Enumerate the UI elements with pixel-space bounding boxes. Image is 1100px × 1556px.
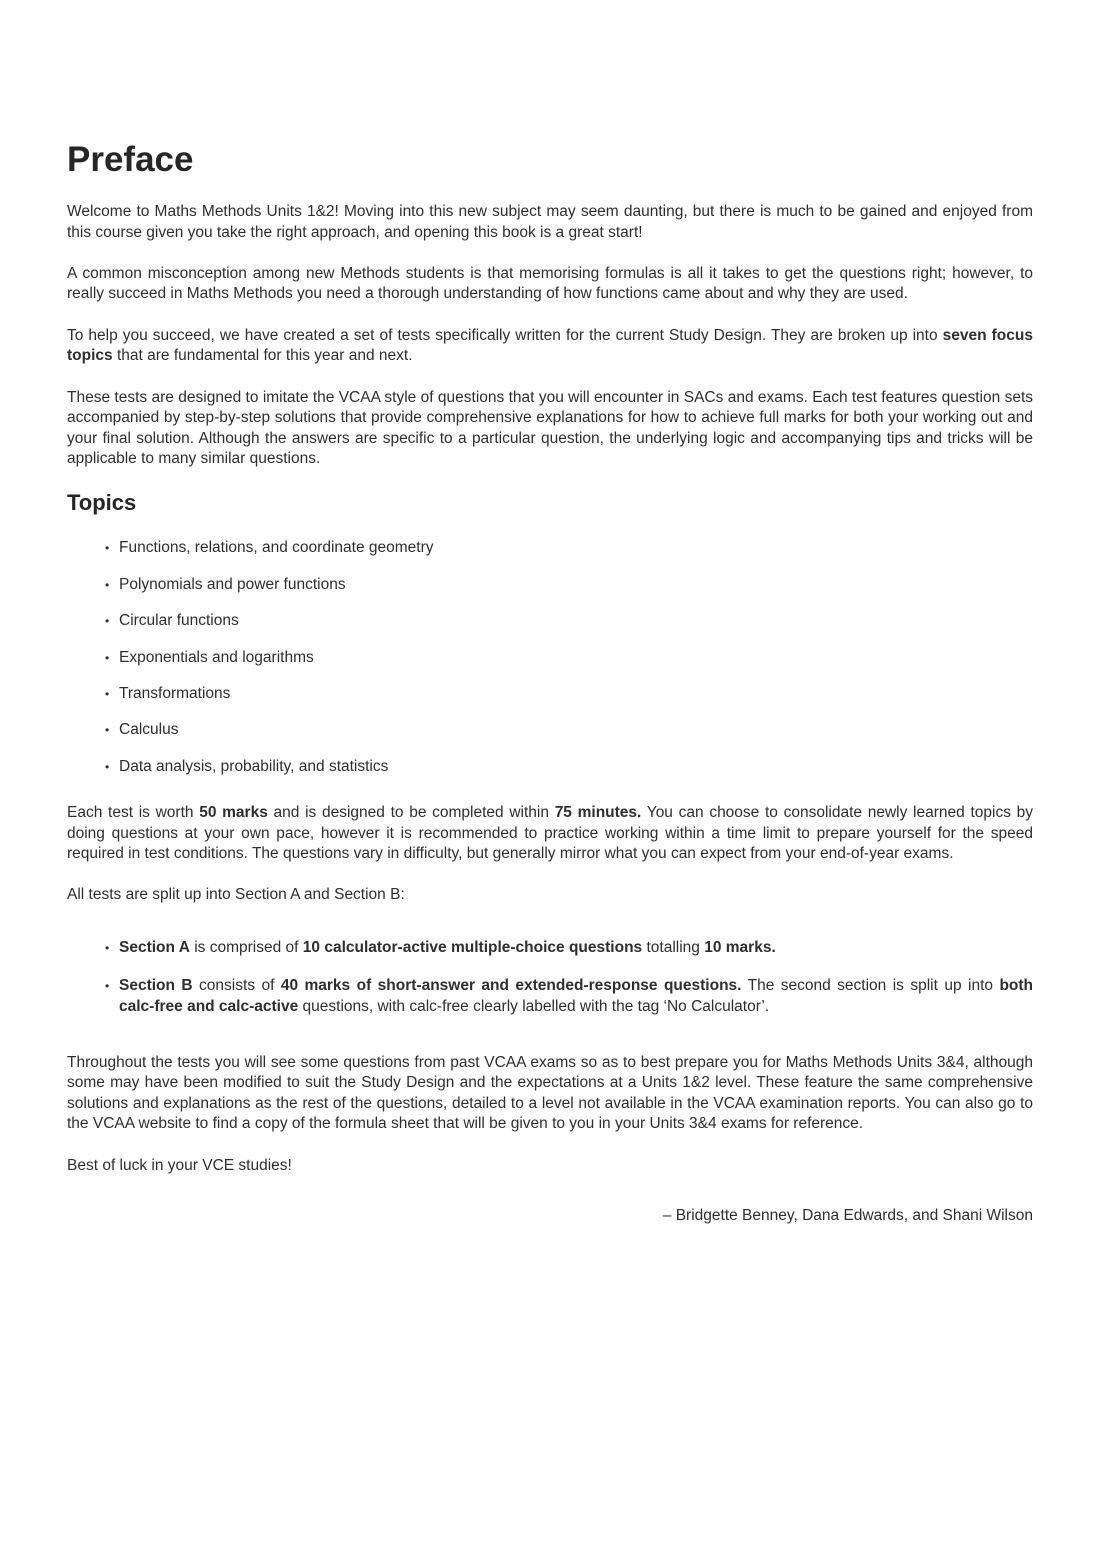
bullet-icon: • (105, 979, 110, 994)
paragraph-vcaa: Throughout the tests you will see some questions from past VCAA exams so as to best prepare you for Maths Methods Units 3&4, although some may have been modified to suit the Study Design and the expectations at a Units 1&2 level. These feature the same comprehensive solutions and explanations as the rest of the questions, detailed to a level not available in the VCAA examination reports. You can also go to the VCAA website to find a copy of the formula sheet that will be given to you in your Units 3&4 exams for reference. (67, 1054, 1033, 1133)
bullet-icon: • (105, 541, 110, 556)
list-item-section-a (105, 938, 1033, 958)
list-item (105, 720, 1033, 740)
list-item-section-b (105, 976, 1033, 1017)
bullet-icon: • (105, 759, 110, 774)
sections-list (67, 938, 1033, 1017)
list-item (105, 684, 1033, 704)
page-title: Preface (67, 140, 194, 179)
topic-label: Polynomials and power functions (119, 575, 346, 593)
bullet-icon: • (105, 614, 110, 629)
paragraph-marks: Each test is worth 50 marks and is designed to be completed within 75 minutes. You can choose to consolidate newly learned topics by doing questions at your own pace, however it is recommended to practice working within a time limit to prepare yourself for the speed required in test conditions. The questions vary in difficulty, but generally mirror what you can expect from your end-of-year exams. (67, 804, 1034, 862)
topic-label: Functions, relations, and coordinate geometry (119, 539, 434, 557)
list-item (105, 575, 1033, 595)
bullet-icon: • (105, 686, 110, 701)
bullet-icon: • (105, 650, 110, 665)
paragraph-misconception: A common misconception among new Methods students is that memorising formulas is all it takes to get the questions right; however, to really succeed in Maths Methods you need a thorough understanding of how functions came about and why they are used. (67, 265, 1033, 303)
topic-label: Exponentials and logarithms (119, 648, 314, 666)
paragraph-imitate: These tests are designed to imitate the VCAA style of questions that you will encounter in SACs and exams. Each test features question sets accompanied by step-by-step solutions that provide comprehensive explanations for how to achieve full marks for both your working out and your final solution. Although the answers are specific to a particular question, the underlying logic and accompanying tips and tricks will be applicable to many similar questions. (67, 388, 1033, 467)
topic-label: Transformations (119, 684, 231, 702)
paragraph-split: All tests are split up into Section A and Section B: (67, 886, 405, 904)
paragraph-luck: Best of luck in your VCE studies! (67, 1156, 292, 1174)
section-b-description: Section B consists of 40 marks of short-answer and extended-response questions. The second section is split up into both calc-free and calc-active questions, with calc-free clearly labelled with the tag ‘No Calculator’. (119, 977, 1034, 1015)
bullet-icon: • (105, 577, 110, 592)
topic-label: Calculus (119, 721, 179, 739)
topic-label: Circular functions (119, 612, 239, 630)
topics-list (67, 538, 1033, 777)
topics-heading: Topics (67, 490, 137, 516)
authors-attribution: – Bridgette Benney, Dana Edwards, and Shani Wilson (662, 1207, 1033, 1225)
list-item (105, 757, 1033, 777)
topic-label: Data analysis, probability, and statistics (119, 757, 389, 775)
section-a-description: Section A is comprised of 10 calculator-active multiple-choice questions totalling 10 marks. (119, 938, 776, 956)
bullet-icon: • (105, 723, 110, 738)
paragraph-welcome: Welcome to Maths Methods Units 1&2! Moving into this new subject may seem daunting, but there is much to be gained and enjoyed from this course given you take the right approach, and opening this book is a great start! (67, 203, 1033, 241)
list-item (105, 648, 1033, 668)
bullet-icon: • (105, 940, 110, 955)
list-item (105, 611, 1033, 631)
list-item (105, 538, 1033, 558)
paragraph-succeed: To help you succeed, we have created a set of tests specifically written for the current Study Design. They are broken up into seven focus topics that are fundamental for this year and next. (67, 326, 1033, 365)
